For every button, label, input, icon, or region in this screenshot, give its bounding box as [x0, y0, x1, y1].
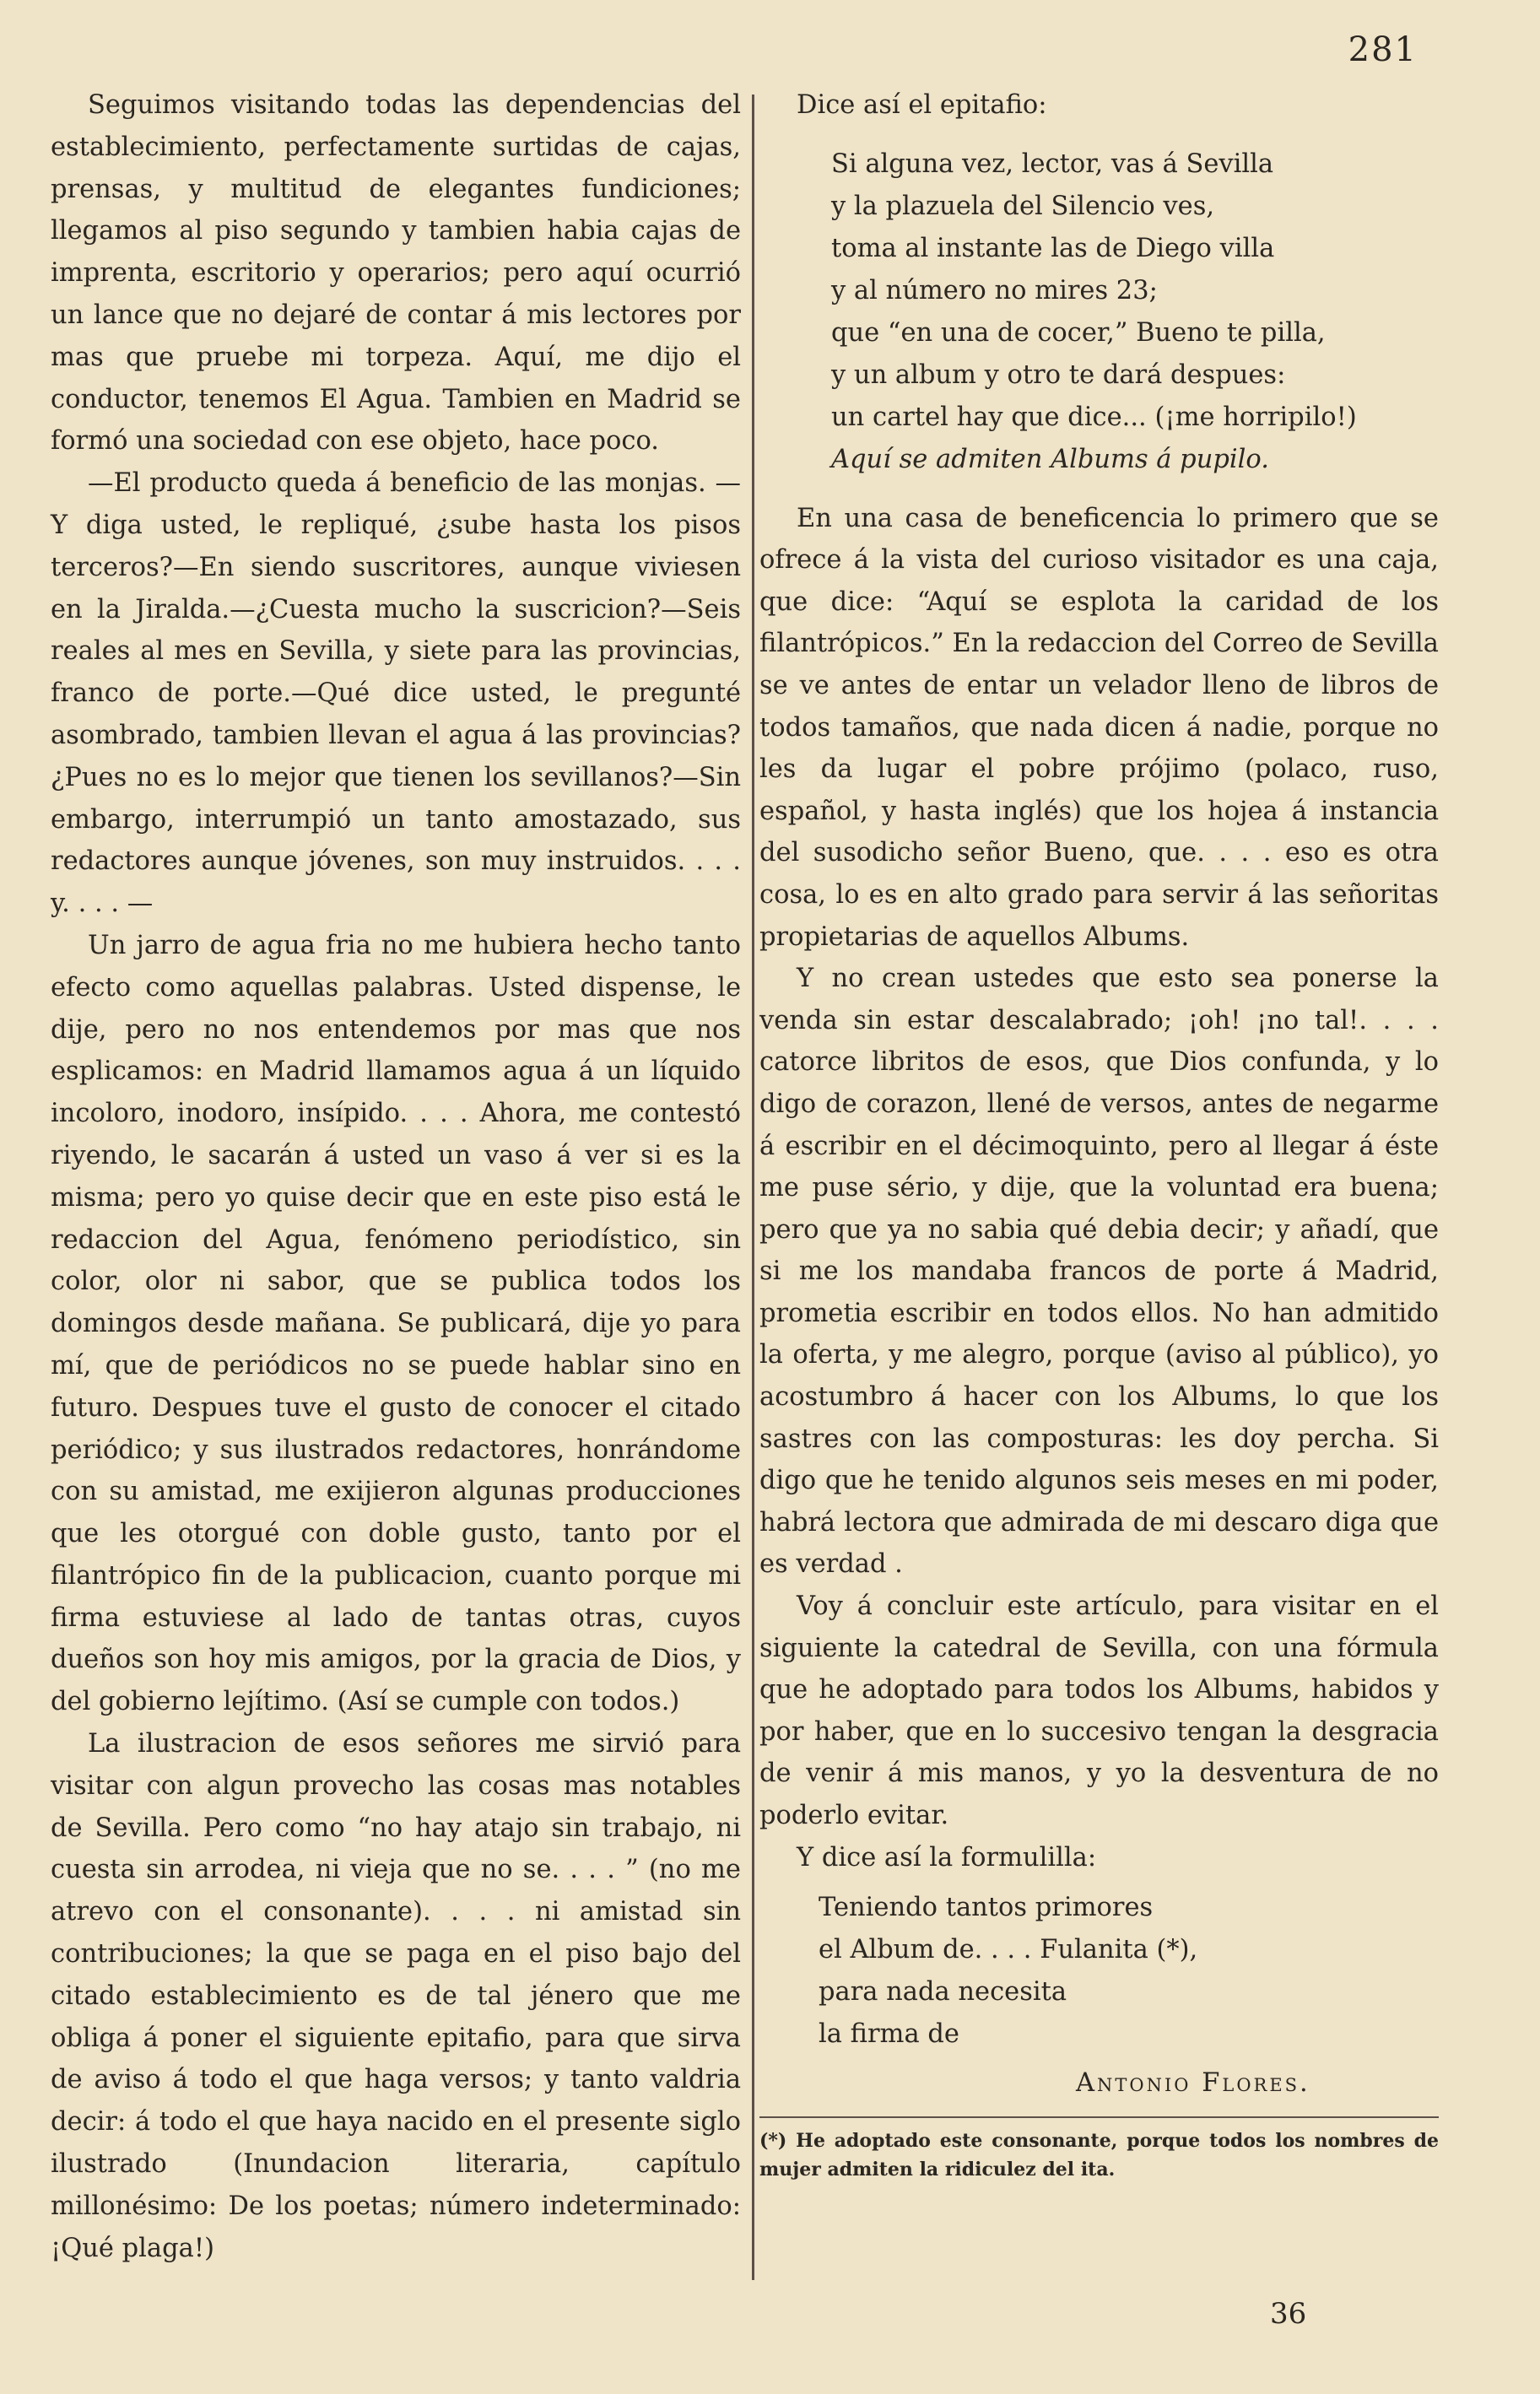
verse-line: Si alguna vez, lector, vas á Sevilla: [831, 149, 1274, 179]
verse-line: y al número no mires 23;: [831, 275, 1158, 305]
author-signature: Antonio Flores.: [1076, 2068, 1310, 2099]
paragraph: Y no crean ustedes que esto sea ponerse la venda sin estar descalabrado; ¡oh! ¡no tal!. . . . catorce libritos de esos, que Dios confunda, y lo digo de corazon, llené de versos, antes de negarme á escribir en el décimoquinto, pero al llegar á éste me puse sério, y dije, que la voluntad era buena; pero que ya no sabia qué debia decir; y añadí, que si me los mandaba francos de porte á Madrid, prometia escribir en todos ellos. No han admitido la oferta, y me alegro, porque (aviso al público), yo acostumbro á hacer con los Albums, lo que los sastres con las composturas: les doy percha. Si digo que he tenido algunos seis meses en mi poder, habrá lectora que admirada de mi descaro diga que es verdad .: [759, 964, 1439, 1580]
verse-line: un cartel hay que dice... (¡me horripilo!): [831, 402, 1357, 432]
verse-line: para nada necesita: [819, 1977, 1067, 2008]
verse-line: y la plazuela del Silencio ves,: [831, 191, 1215, 221]
signature-mark: 36: [1270, 2297, 1307, 2331]
paragraph: Voy á concluir este artículo, para visitar en el siguiente la catedral de Sevilla, con una fórmula que he adoptado para todos los Albums, habidos y por haber, que en lo succesivo tengan la desgracia de venir á mis manos, y yo la desventura de no poderlo evitar.: [759, 1591, 1439, 1830]
verse-line: el Album de. . . . Fulanita (*),: [819, 1935, 1198, 1965]
paragraph: Un jarro de agua fria no me hubiera hecho tanto efecto como aquellas palabras. Usted dispense, le dije, pero no nos entendemos por mas que nos esplicamos: en Madrid llamamos agua á un líquido incoloro, inodoro, insípido. . . . Ahora, me contestó riyendo, le sacarán á usted un vaso á ver si es la misma; pero yo quise decir que en este piso está le redaccion del Agua, fenómeno periodístico, sin color, olor ni sabor, que se publica todos los domingos desde mañana. Se publicará, dije yo para mí, que de periódicos no se puede hablar sino en futuro. Despues tuve el gusto de conocer el citado periódico; y sus ilustrados redactores, honrándome con su amistad, me exijieron algunas producciones que les otorgué con doble gusto, tanto por el filantrópico fin de la publicacion, cuanto porque mi firma estuviese al lado de tantas otras, cuyos dueños son hoy mis amigos, por la gracia de Dios, y del gobierno lejítimo. (Así se cumple con todos.): [51, 930, 741, 1717]
page-number: 281: [1348, 30, 1418, 69]
paragraph: —El producto queda á beneficio de las monjas. —Y diga usted, le repliqué, ¿sube hasta los pisos terceros?—En siendo suscritores, aunque viviesen en la Jiralda.—¿Cuesta mucho la suscricion?—Seis reales al mes en Sevilla, y siete para las provincias, franco de porte.—Qué dice usted, le pregunté asombrado, tambien llevan el agua á las provincias? ¿Pues no es lo mejor que tienen los sevillanos?—Sin embargo, interrumpió un tanto amostazado, sus redactores aunque jóvenes, son muy instruidos. . . . y. . . . —: [51, 468, 741, 919]
verse-line: Teniendo tantos primores: [819, 1893, 1154, 1923]
footnote-rule: [759, 2116, 1439, 2118]
paragraph: En una casa de beneficencia lo primero que se ofrece á la vista del curioso visitador es una caja, que dice: “Aquí se esplota la caridad de los filantrópicos.” En la redaccion del Correo de Sevilla se ve antes de entar un velador lleno de libros de todos tamaños, que nada dicen á nadie, porque no les da lugar el pobre prójimo (polaco, ruso, español, y hasta inglés) que los hojea á instancia del susodicho señor Bueno, que. . . . eso es otra cosa, lo es en alto grado para servir á las señoritas propietarias de aquellos Albums.: [759, 503, 1439, 952]
formula-verse: [819, 1887, 1439, 2056]
right-column: [759, 84, 1439, 2184]
verse-line: toma al instante las de Diego villa: [831, 233, 1275, 263]
left-column: [51, 84, 741, 2269]
formula-intro: Y dice así la formulilla:: [797, 1842, 1097, 1873]
verse-line: que “en una de cocer,” Bueno te pilla,: [831, 317, 1326, 348]
paragraph: Seguimos visitando todas las dependencias del establecimiento, perfectamente surtidas de cajas, prensas, y multitud de elegantes fundiciones; llegamos al piso segundo y tambien habia cajas de imprenta, escritorio y operarios; pero aquí ocurrió un lance que no dejaré de contar á mis lectores por mas que pruebe mi torpeza. Aquí, me dijo el conductor, tenemos El Agua. Tambien en Madrid se formó una sociedad con ese objeto, hace poco.: [51, 90, 741, 457]
epitaph-verse: [831, 143, 1439, 481]
verse-line: Aquí se admiten Albums á pupilo.: [831, 444, 1269, 474]
column-divider: [752, 95, 754, 2280]
verse-line: la firma de: [819, 2019, 959, 2050]
epitaph-intro: Dice así el epitafio:: [797, 90, 1047, 120]
footnote: (*) He adoptado este consonante, porque todos los nombres de mujer admiten la ridiculez del ita.: [759, 2129, 1439, 2181]
verse-line: y un album y otro te dará despues:: [831, 359, 1286, 390]
paragraph: La ilustracion de esos señores me sirvió para visitar con algun provecho las cosas mas notables de Sevilla. Pero como “no hay atajo sin trabajo, ni cuesta sin arrodea, ni vieja que no se. . . . ” (no me atrevo con el consonante). . . . ni amistad sin contribuciones; la que se paga en el piso bajo del citado establecimiento es de tal jénero que me obliga á poner el siguiente epitafio, para que sirva de aviso á todo el que haga versos; y tanto valdria decir: á todo el que haya nacido en el presente siglo ilustrado (Inundacion literaria, capítulo millonésimo: De los poetas; número indeterminado: ¡Qué plaga!): [51, 1729, 741, 2263]
